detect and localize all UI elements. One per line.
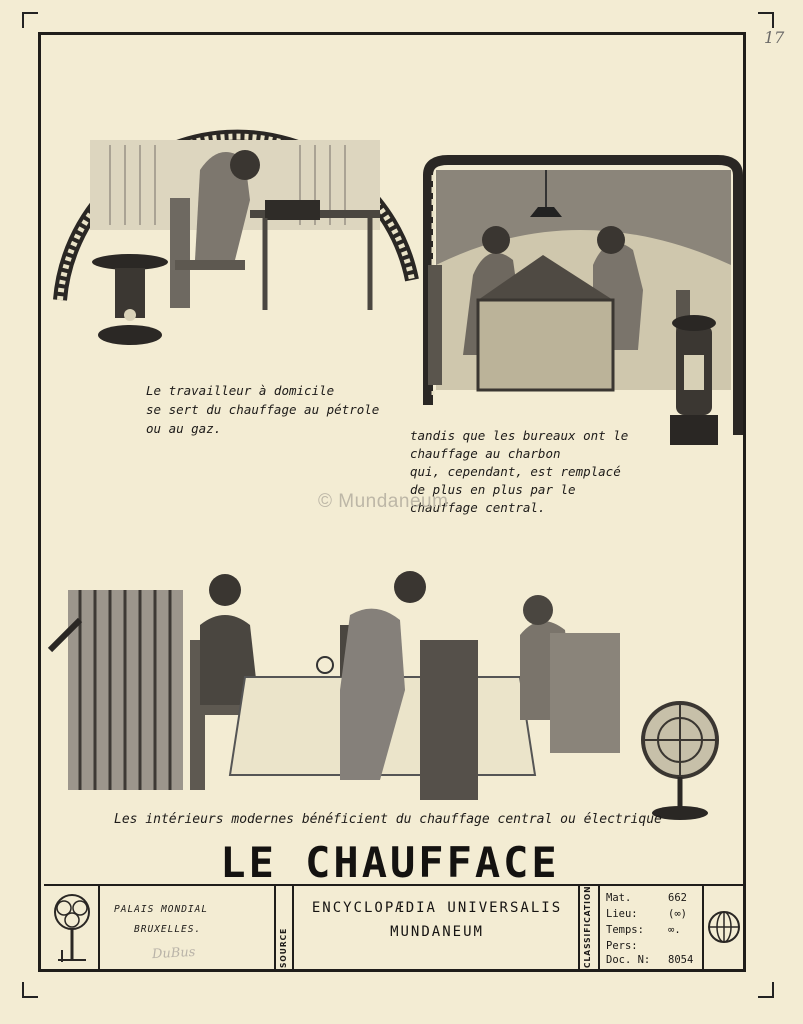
meta-doc bbox=[606, 954, 694, 966]
source-label: SOURCE bbox=[279, 927, 288, 968]
meta-value: 662 bbox=[668, 892, 687, 904]
page-number: 17 bbox=[764, 28, 785, 47]
mundaneum-title: MUNDANEUM bbox=[390, 924, 484, 940]
mundaneum-tree-logo-icon bbox=[50, 890, 94, 966]
crop-mark-bottom-left bbox=[22, 982, 38, 998]
modern-interiors-caption: Les intérieurs modernes bénéficient du chauffage central ou électrique bbox=[114, 812, 662, 827]
classification-label: CLASSIFICATION bbox=[583, 885, 592, 968]
globe-cell bbox=[704, 886, 743, 970]
signature: DuBus bbox=[151, 944, 196, 963]
caption-line: chauffage central. bbox=[410, 500, 546, 515]
caption-line: qui, cependant, est remplacé bbox=[410, 464, 621, 479]
dining-room-illustration bbox=[50, 565, 740, 815]
meta-value: (∞) bbox=[668, 908, 687, 920]
meta-lieu bbox=[606, 908, 687, 920]
meta-label: Lieu: bbox=[606, 908, 638, 920]
office-illustration bbox=[418, 155, 748, 455]
meta-label: Mat. bbox=[606, 892, 632, 904]
metadata-cell bbox=[600, 886, 704, 970]
source-cell bbox=[276, 886, 294, 970]
logo-cell bbox=[44, 886, 100, 970]
offices-caption bbox=[410, 427, 670, 517]
globe-icon bbox=[707, 910, 741, 944]
classification-cell bbox=[580, 886, 600, 970]
crop-mark-top-right bbox=[758, 12, 774, 28]
caption-line: ou au gaz. bbox=[146, 421, 222, 436]
meta-temps bbox=[606, 924, 681, 936]
meta-label: Pers: bbox=[606, 940, 638, 952]
caption-line: de plus en plus par le bbox=[410, 482, 576, 497]
caption-line: se sert du chauffage au pétrole bbox=[146, 402, 380, 417]
catalog-footer bbox=[44, 884, 743, 970]
caption-line: Le travailleur à domicile bbox=[146, 383, 335, 398]
page-title: LE CHAUFFACE bbox=[220, 838, 560, 887]
meta-pers bbox=[606, 940, 638, 952]
encyclopaedia-cell bbox=[294, 886, 580, 970]
crop-mark-bottom-right bbox=[758, 982, 774, 998]
meta-value: ∞. bbox=[668, 924, 681, 936]
encyclopaedia-title: ENCYCLOPÆDIA UNIVERSALIS bbox=[311, 900, 563, 916]
watermark: © Mundaneum bbox=[318, 491, 449, 512]
meta-label: Doc. N: bbox=[606, 954, 651, 966]
meta-value: 8054 bbox=[668, 954, 694, 966]
palais-line: PALAIS MONDIAL bbox=[114, 904, 209, 915]
caption-line: chauffage au charbon bbox=[410, 446, 561, 461]
meta-label: Temps: bbox=[606, 924, 644, 936]
crop-mark-top-left bbox=[22, 12, 38, 28]
home-worker-caption bbox=[146, 381, 386, 438]
home-worker-illustration bbox=[50, 110, 420, 360]
meta-mat bbox=[606, 892, 687, 904]
palais-mondial-cell bbox=[100, 886, 276, 970]
caption-line: tandis que les bureaux ont le bbox=[410, 428, 629, 443]
palais-line: BRUXELLES. bbox=[134, 924, 202, 935]
